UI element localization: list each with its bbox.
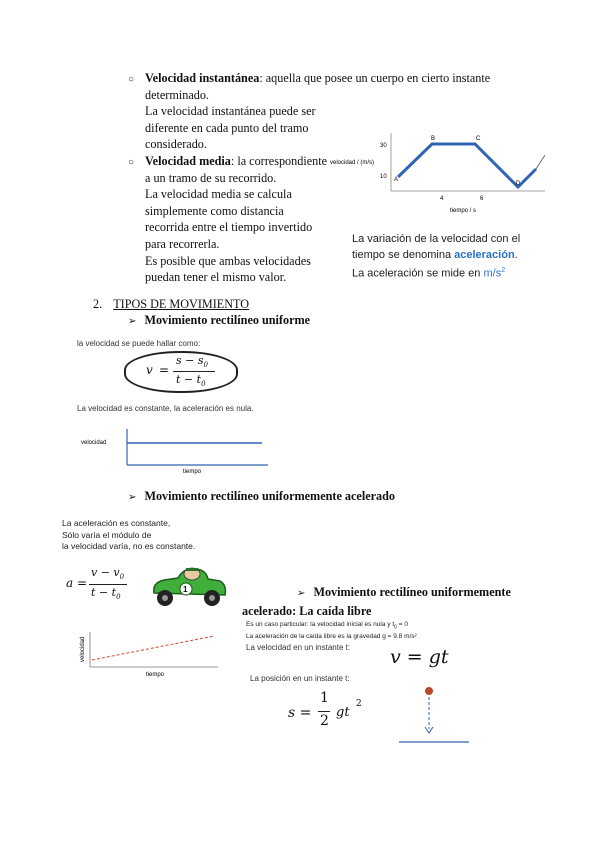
para2-line2: simplemente como distancia — [145, 203, 284, 218]
fall-line2: La aceleración de la caída libre es la gravedad g = 9.8 m/s² — [246, 633, 417, 641]
graph1-ylabel: velocidad / (m/s) — [330, 160, 375, 166]
mrua-text — [62, 518, 195, 553]
mru-formula-v: v — [146, 363, 153, 377]
arrow-bullet-icon: ➢ — [128, 316, 137, 327]
mrua-graph — [78, 630, 223, 680]
item2-line2: a un tramo de su recorrido. — [145, 170, 277, 185]
para3-line1: Es posible que ambas velocidades — [145, 253, 311, 268]
accel-note-line2a: tiempo se denomina — [352, 248, 455, 261]
graph1-point-d: D — [516, 181, 521, 187]
fall-formula-num: 1 — [320, 690, 329, 706]
accel-note-line1: La variación de la velocidad con el — [352, 233, 521, 245]
mru-note: La velocidad es constante, la aceleración es nula. — [77, 404, 254, 413]
mru-heading — [128, 312, 310, 331]
fall-formula-s-label: s = — [288, 705, 312, 721]
fall-formula-v: v = gt — [390, 646, 449, 668]
para2-line4: para recorrerla. — [145, 236, 220, 251]
mru-title: Movimiento rectilíneo uniforme — [144, 313, 311, 327]
accel-note-line3a: La aceleración se mide en — [352, 267, 484, 280]
mru-formula-eq: = — [159, 363, 170, 377]
item2-text: : la correspondiente — [230, 154, 327, 168]
velocity-graph — [330, 125, 555, 220]
accel-note — [352, 232, 552, 282]
graph1-ytick-10: 10 — [380, 174, 387, 180]
fall-heading — [242, 584, 542, 619]
arrow-bullet-icon: ➢ — [128, 492, 137, 503]
section2-title: TIPOS DE MOVIMIENTO — [113, 297, 250, 311]
mrua-formula-den: $t - t_0$ — [91, 586, 121, 602]
term-velocidad-media: Velocidad media — [145, 154, 231, 168]
section2-heading — [93, 296, 249, 313]
graph1-point-b: B — [431, 136, 436, 142]
graph1-point-a: A — [394, 177, 399, 183]
fall-formula-den: 2 — [320, 713, 329, 729]
mrua-line2: Sólo varía el módulo de — [62, 529, 152, 540]
mru-graph — [80, 425, 270, 477]
para1-line2: diferente en cada punto del tramo — [145, 120, 309, 135]
bullet-1: ○ — [128, 74, 135, 85]
mrua-line1: La aceleración es constante, — [62, 518, 171, 528]
arrow-bullet-icon: ➢ — [297, 588, 306, 599]
mrua-formula-a: a = — [66, 576, 88, 590]
fall-formula-gt: gt — [336, 705, 350, 720]
mrua-formula — [66, 566, 136, 606]
item1-line2: determinado. — [145, 87, 209, 102]
fall-line1: Es un caso particular: la velocidad inicial es nula y $t_0 = 0$ — [246, 621, 408, 631]
mru-intro: la velocidad se puede hallar como: — [77, 339, 201, 348]
mru-fraction-bar — [173, 371, 215, 372]
para2-line1: La velocidad media se calcula — [145, 187, 292, 202]
section2-number: 2. — [93, 297, 103, 311]
mru-graph-ylabel: velocidad — [81, 440, 107, 446]
accel-note-unit-exp: 2 — [501, 267, 506, 274]
mru-formula — [124, 351, 238, 393]
car-number: 1 — [183, 585, 188, 594]
graph1-ytick-30: 30 — [380, 143, 387, 149]
accel-note-line2c: . — [514, 248, 518, 261]
fall-title-line1: Movimiento rectilíneo uniformemente — [313, 585, 511, 599]
mrua-formula-num: $v - v_0$ — [91, 566, 125, 582]
mrua-graph-xlabel: tiempo — [146, 672, 165, 678]
para1-line3: considerado. — [145, 137, 207, 152]
graph1-tail — [536, 155, 545, 169]
fall-formula-exp: 2 — [356, 699, 362, 709]
bullet-2: ○ — [128, 157, 135, 168]
mrua-fraction-bar — [89, 584, 127, 585]
graph1-tick-4: 4 — [440, 196, 444, 202]
fall-title-line2: acelerado: La caída libre — [242, 603, 372, 618]
mrua-graph-ylabel: velocidad — [80, 636, 86, 662]
item1-text: : aquella que posee un cuerpo en cierto instante — [259, 71, 491, 85]
fall-line3: La velocidad en un instante t: — [246, 643, 351, 652]
graph1-xlabel: tiempo / s — [450, 208, 477, 214]
fall-formula-s — [288, 690, 368, 736]
para2-line3: recorrida entre el tiempo invertido — [145, 220, 313, 235]
graph1-point-c: C — [476, 136, 481, 142]
fall-line4: La posición en un instante t: — [250, 674, 350, 683]
para3-line2: puedan tener el mismo valor. — [145, 270, 287, 285]
mrua-title: Movimiento rectilíneo uniformemente acelerado — [144, 489, 395, 503]
green-car-illustration — [150, 563, 228, 609]
accel-note-term: aceleración — [454, 248, 515, 261]
mrua-line3: la velocidad varía, no es constante. — [62, 541, 196, 551]
para1-line1: La velocidad instantánea puede ser — [145, 104, 316, 119]
ball-icon — [425, 687, 433, 695]
fall-text — [246, 620, 476, 642]
mru-graph-xlabel: tiempo — [183, 469, 202, 475]
mru-formula-den: $t - t_0$ — [176, 373, 206, 389]
fall-fraction-bar — [318, 711, 330, 712]
graph1-tick-6: 6 — [480, 196, 484, 202]
mru-formula-num: $s - s_0$ — [176, 354, 208, 370]
term-velocidad-instantanea: Velocidad instantánea — [145, 71, 260, 85]
falling-ball-diagram — [395, 685, 475, 747]
accel-note-unit: m/s — [483, 267, 502, 280]
mrua-heading — [128, 488, 395, 507]
mrua-graph-accel-line — [92, 636, 214, 660]
